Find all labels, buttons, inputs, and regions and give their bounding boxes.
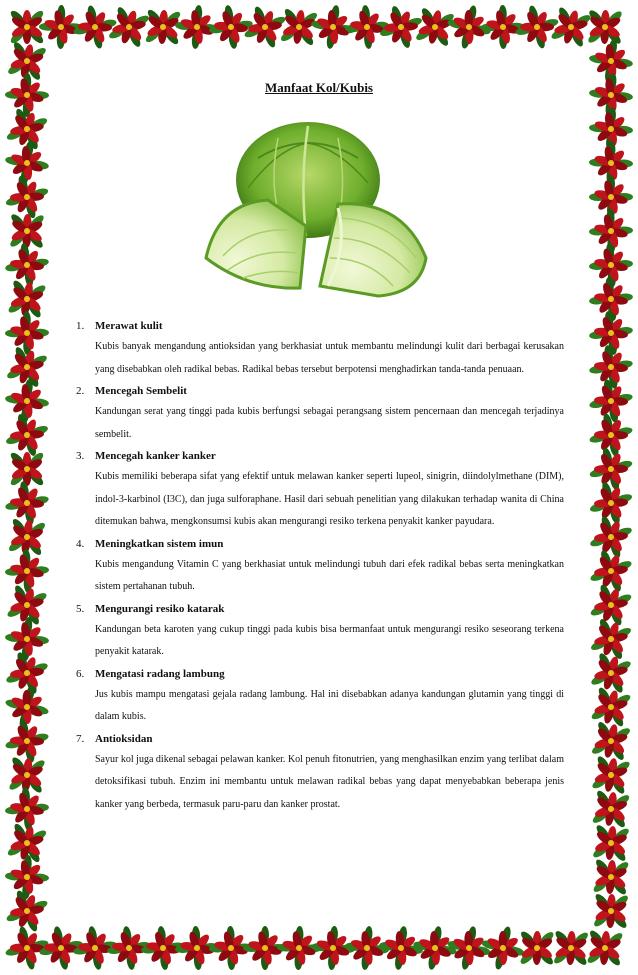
list-item: [76, 664, 564, 729]
benefit-list: [76, 316, 564, 816]
item-number: 3.: [76, 450, 85, 462]
item-body: Kubis memiliki beberapa sifat yang efektif untuk melawan kanker seperti lupeol, sinigrin, diindolylmethane (DIM), indol-3-karbinol (I3C), dan juga sulforaphane. Hasil dari sebuah penelitian yang dilakukan terhadap wanita di China ditemukan bahwa, mengkonsumsi kubis akan mengurangi resiko terkena penyakit kanker payudara.: [95, 471, 564, 527]
item-number: 1.: [76, 320, 85, 332]
list-item: [76, 599, 564, 664]
item-body: Kubis banyak mengandung antioksidan yang berkhasiat untuk membantu melindungi kulit dari berbagai kerusakan yang disebabkan oleh radikal bebas. Radikal bebas tersebut berpotensi menghadirkan tanda-tanda penuaan.: [95, 341, 564, 375]
item-number: 7.: [76, 732, 85, 745]
list-item: [76, 446, 564, 534]
item-number: 6.: [76, 667, 85, 680]
item-number: 2.: [76, 385, 85, 397]
item-title: Mengatasi radang lambung: [95, 667, 225, 680]
item-body: Kubis mengandung Vitamin C yang berkhasiat untuk melindungi tubuh dari efek radikal bebas serta meningkatkan sistem pertahanan tubuh.: [95, 558, 564, 592]
item-body: Sayur kol juga dikenal sebagai pelawan kanker. Kol penuh fitonutrien, yang menghasilkan enzim yang terlibat dalam detoksifikasi tubuh. Enzim ini membantu untuk melawan radikal bebas yang dapat menyebabkan beberapa jenis kanker yang berbeda, termasuk paru-paru dan kanker prostat.: [95, 753, 564, 810]
list-item: [76, 534, 564, 599]
item-number: 4.: [76, 537, 85, 550]
item-title: Mencegah Sembelit: [95, 385, 187, 397]
item-title: Meningkatkan sistem imun: [95, 537, 224, 550]
item-number: 5.: [76, 602, 85, 615]
item-title: Merawat kulit: [95, 320, 163, 332]
list-item: [76, 729, 564, 817]
item-title: Mencegah kanker kanker: [95, 450, 216, 462]
item-title: Antioksidan: [95, 732, 153, 745]
item-body: Jus kubis mampu mengatasi gejala radang lambung. Hal ini disebabkan adanya kandungan glutamin yang tinggi di dalam kubis.: [95, 688, 564, 722]
page-title: Manfaat Kol/Kubis: [265, 80, 373, 95]
list-item: [76, 381, 564, 446]
item-body: Kandungan beta karoten yang cukup tinggi pada kubis bisa bermanfaat untuk mengurangi resiko seseorang terkena penyakit katarak.: [95, 623, 564, 657]
item-title: Mengurangi resiko katarak: [95, 602, 225, 615]
list-item: [76, 316, 564, 381]
item-body: Kandungan serat yang tinggi pada kubis berfungsi sebagai perangsang sistem pencernaan dan mencegah terjadinya sembelit.: [95, 406, 564, 440]
cabbage-photo: [188, 108, 442, 303]
